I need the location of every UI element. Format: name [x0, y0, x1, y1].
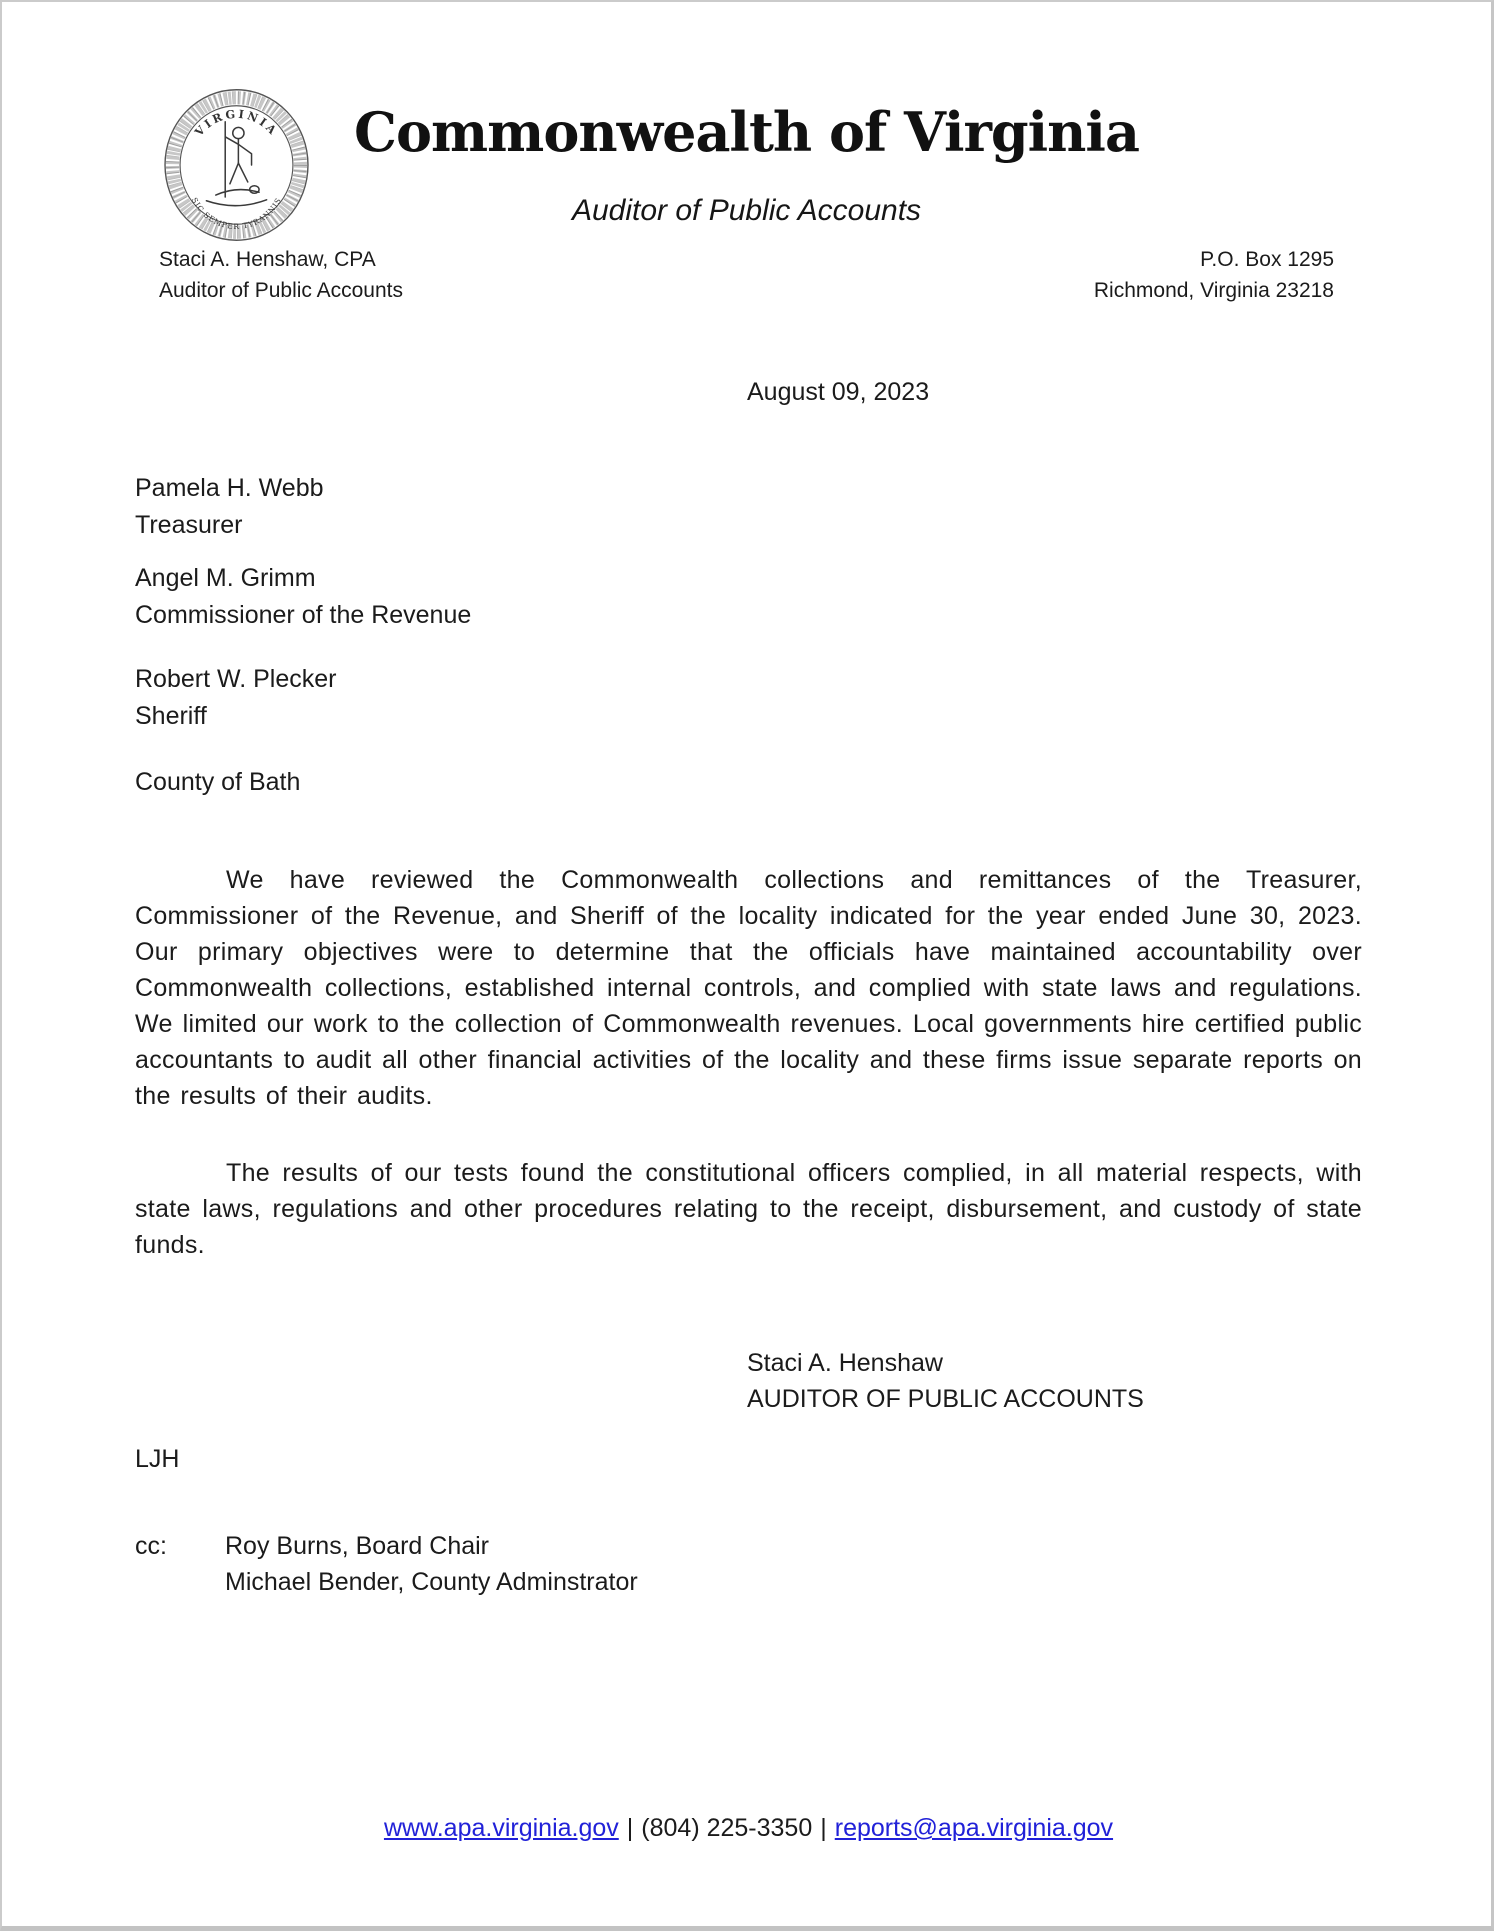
address-line-2: Richmond, Virginia 23218 — [1093, 279, 1334, 302]
recipient-name: Angel M. Grimm — [135, 564, 316, 592]
letterhead-official — [159, 244, 403, 306]
recipient-block — [135, 560, 471, 634]
letter-footer — [135, 1810, 1362, 1846]
locality: County of Bath — [135, 768, 301, 796]
cc-names — [225, 1528, 638, 1600]
signature-title: AUDITOR OF PUBLIC ACCOUNTS — [747, 1385, 1144, 1413]
recipient-name: Robert W. Plecker — [135, 665, 337, 693]
seal-top-text: VIRGINIA — [191, 106, 282, 139]
signature-name: Staci A. Henshaw — [747, 1349, 943, 1377]
footer-separator: | — [626, 1814, 634, 1842]
org-subtitle: Auditor of Public Accounts — [571, 194, 922, 227]
cc-label: cc: — [135, 1532, 167, 1560]
cc-block — [135, 1528, 638, 1600]
recipient-title: Treasurer — [135, 511, 243, 539]
recipient-title: Commissioner of the Revenue — [135, 601, 472, 629]
body-paragraph: We have reviewed the Commonwealth collections and remittances of the Treasurer, Commissioner of the Revenue, and Sheriff of the locality indicated for the year ended June 30, 2023. Our primary objectives were to determine that the officials have maintained accountability over Commonwealth collections, established internal controls, and complied with state laws and regulations. We limited our work to the collection of Commonwealth revenues. Local governments hire certified public accountants to audit all other financial activities of the locality and these firms issue separate reports on the results of their audits. — [135, 866, 1362, 1110]
address-line-1: P.O. Box 1295 — [1200, 248, 1334, 271]
phone-number: (804) 225-3350 — [641, 1814, 813, 1842]
recipient-block — [135, 661, 336, 735]
recipient-title: Sheriff — [135, 702, 207, 730]
body-paragraph: The results of our tests found the constitutional officers complied, in all material respects, with state laws, regulations and other procedures relating to the receipt, disbursement, and custody of state funds. — [135, 1159, 1362, 1259]
letter-date: August 09, 2023 — [747, 378, 930, 406]
seal-bottom-text: SIC SEMPER TYRANNIS — [189, 195, 284, 231]
footer-separator: | — [820, 1814, 827, 1842]
recipient-block — [135, 470, 324, 544]
email-link[interactable]: reports@apa.virginia.gov — [834, 1814, 1114, 1842]
official-name: Staci A. Henshaw, CPA — [159, 248, 376, 271]
signature-block — [747, 1345, 1144, 1417]
website-link[interactable]: www.apa.virginia.gov — [383, 1814, 619, 1842]
letterhead-address — [1094, 244, 1334, 306]
recipient-name: Pamela H. Webb — [135, 474, 324, 502]
official-title: Auditor of Public Accounts — [159, 279, 403, 302]
cc-name: Michael Bender, County Adminstrator — [225, 1568, 638, 1596]
cc-name: Roy Burns, Board Chair — [225, 1532, 490, 1560]
org-title: Commonwealth of Virginia — [354, 100, 1139, 164]
typist-initials: LJH — [135, 1445, 180, 1473]
